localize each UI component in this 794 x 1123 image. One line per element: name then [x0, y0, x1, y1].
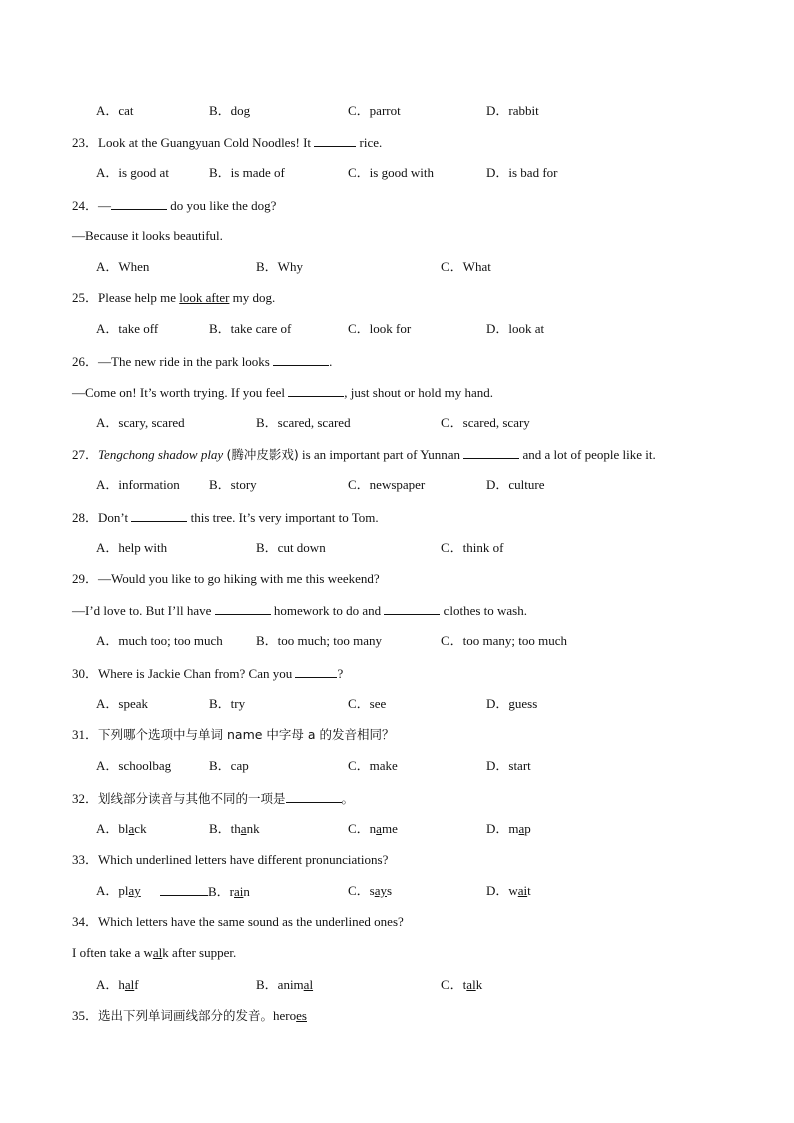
q29-option-a: A．much too; too much [96, 633, 223, 648]
q30-stem: 30．Where is Jackie Chan from? Can you ? [72, 666, 344, 681]
q25-option-c: C．look for [348, 321, 412, 336]
q27-blank [463, 446, 519, 459]
q25-option-b: B．take care of [209, 321, 292, 336]
q24-blank [111, 197, 167, 210]
q24-reply: —Because it looks beautiful. [72, 228, 223, 243]
q33-blank [160, 883, 208, 896]
q31-option-b: B．cap [209, 758, 249, 773]
q31-stem: 31．下列哪个选项中与单词 name 中字母 a 的发音相同？ [72, 727, 395, 742]
q32-blank [286, 790, 342, 803]
q32-option-d: D．map [486, 821, 531, 836]
q32-stem: 32．划线部分读音与其他不同的一项是 。 [72, 791, 355, 806]
q22-option-b: B．dog [209, 103, 251, 118]
q34-option-c: C．talk [441, 977, 483, 992]
q26-reply: —Come on! It’s worth trying. If you feel , just shout or hold my hand. [72, 385, 494, 400]
q31-option-d: D．start [486, 758, 531, 773]
q34-stem: 34．Which letters have the same sound as the underlined ones? [72, 914, 404, 929]
q35-stem: 35．选出下列单词画线部分的发音。heroes [72, 1008, 307, 1023]
q25-stem: 25．Please help me look after my dog. [72, 290, 276, 305]
q24-option-c: C．What [441, 259, 491, 274]
q29-reply: —I’d love to. But I’ll have homework to do and clothes to wash. [72, 603, 527, 618]
q22-option-a: A．cat [96, 103, 134, 118]
q31-option-c: C．make [348, 758, 398, 773]
q28-option-c: C．think of [441, 540, 504, 555]
q24-option-a: A．When [96, 259, 150, 274]
q30-blank [295, 665, 337, 678]
q26-option-c: C．scared, scary [441, 415, 530, 430]
q29-option-c: C．too many; too much [441, 633, 568, 648]
q26-option-a: A．scary, scared [96, 415, 185, 430]
q33-stem: 33．Which underlined letters have different pronunciations? [72, 852, 389, 867]
q29-blank-2 [384, 602, 440, 615]
q23-option-b: B．is made of [209, 165, 285, 180]
q26-option-b: B．scared, scared [256, 415, 351, 430]
q33-option-c: C．says [348, 883, 393, 898]
q27-stem: 27．Tengchong shadow play (腾冲皮影戏) is an important part of Yunnan and a lot of people like it. [72, 447, 656, 462]
q26-blank-2 [288, 384, 344, 397]
q32-option-a: A．black [96, 821, 147, 836]
q28-option-b: B．cut down [256, 540, 326, 555]
q28-blank [131, 509, 187, 522]
q27-option-d: D．culture [486, 477, 545, 492]
q29-blank-1 [215, 602, 271, 615]
q32-option-b: B．thank [209, 821, 260, 836]
q27-option-b: B．story [209, 477, 257, 492]
q27-option-a: A．information [96, 477, 180, 492]
q29-stem: 29．—Would you like to go hiking with me this weekend? [72, 571, 380, 586]
q29-option-b: B．too much; too many [256, 633, 383, 648]
q25-option-a: A．take off [96, 321, 159, 336]
q34-sentence: I often take a walk after supper. [72, 945, 237, 960]
q22-option-c: C．parrot [348, 103, 401, 118]
q25-option-d: D．look at [486, 321, 545, 336]
q28-option-a: A．help with [96, 540, 168, 555]
q33-option-b: B．rain [160, 883, 250, 899]
q23-blank [314, 134, 356, 147]
q23-option-a: A．is good at [96, 165, 169, 180]
q27-option-c: C．newspaper [348, 477, 426, 492]
q28-stem: 28．Don’t this tree. It’s very important to Tom. [72, 510, 379, 525]
q32-option-c: C．name [348, 821, 398, 836]
q30-option-c: C．see [348, 696, 387, 711]
q30-option-a: A．speak [96, 696, 148, 711]
q24-stem: 24．— do you like the dog? [72, 198, 277, 213]
q34-option-b: B．animal [256, 977, 314, 992]
q23-option-c: C．is good with [348, 165, 434, 180]
q34-option-a: A．half [96, 977, 139, 992]
q30-option-d: D．guess [486, 696, 538, 711]
q22-option-d: D．rabbit [486, 103, 539, 118]
q31-option-a: A．schoolbag [96, 758, 172, 773]
q33-option-a: A．play [96, 883, 141, 898]
q30-option-b: B．try [209, 696, 246, 711]
q23-stem: 23．Look at the Guangyuan Cold Noodles! It rice. [72, 135, 383, 150]
q26-stem: 26．—The new ride in the park looks . [72, 354, 333, 369]
q33-option-d: D．wait [486, 883, 531, 898]
q24-option-b: B．Why [256, 259, 303, 274]
q26-blank-1 [273, 353, 329, 366]
q23-option-d: D．is bad for [486, 165, 558, 180]
